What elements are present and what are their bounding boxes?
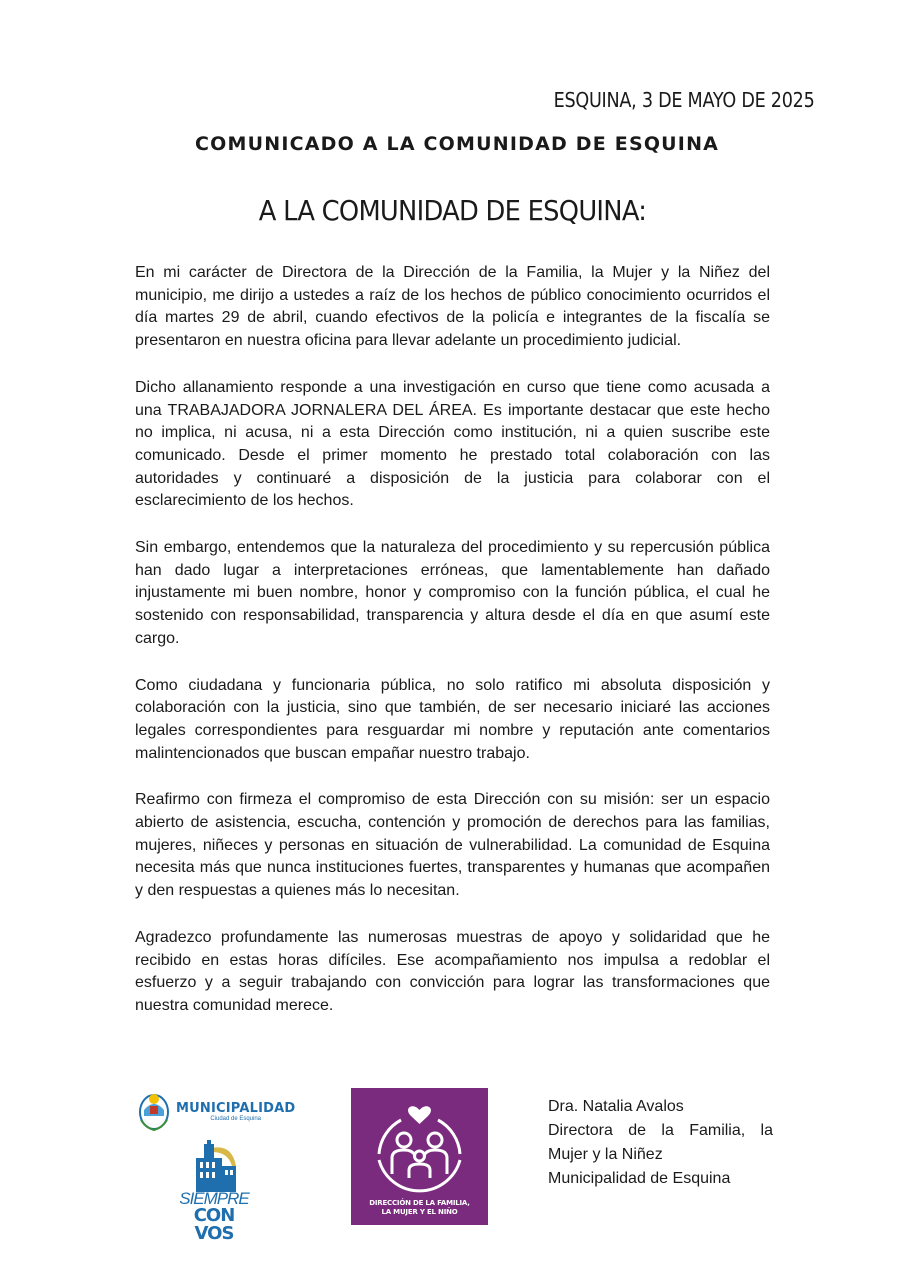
direccion-familia-logo bbox=[351, 1088, 488, 1225]
slogan-line-1: SIEMPRE bbox=[179, 1189, 249, 1208]
signer-role-line-1: Directora de la Familia, la bbox=[548, 1122, 773, 1139]
body-paragraph: Sin embargo, entendemos que la naturaleza del procedimiento y su repercusión pública han dado lugar a interpretaciones erróneas, que lamentablemente han dañado injustamente mi buen nombre, honor y compromiso con la función pública, el cual he sostenido con responsabilidad, transparencia y altura desde el día en que asumí este cargo. bbox=[135, 539, 770, 647]
signature-block bbox=[548, 1095, 773, 1191]
signer-name: Dra. Natalia Avalos bbox=[548, 1098, 684, 1115]
coat-of-arms-icon bbox=[138, 1090, 170, 1132]
municipalidad-name: MUNICIPALIDAD bbox=[176, 1100, 296, 1116]
letter-heading: COMUNICADO A LA COMUNIDAD DE ESQUINA bbox=[195, 133, 720, 155]
body-paragraph: Dicho allanamiento responde a una investigación en curso que tiene como acusada a una TRABAJADORA JORNALERA DEL ÁREA. Es importante destacar que este hecho no implica, ni acusa, ni a esta Dirección como institución, ni a quien suscribe este comunicado. Desde el primer momento he prestado total colaboración con las autoridades y continuaré a disposición de la justicia para colaborar con el esclarecimiento de los hechos. bbox=[135, 378, 770, 510]
letter-salutation: A LA COMUNIDAD DE ESQUINA: bbox=[258, 194, 647, 227]
direccion-label-line-1: DIRECCIÓN DE LA FAMILIA, bbox=[369, 1199, 470, 1207]
building-icon bbox=[174, 1140, 254, 1195]
body-paragraph: Agradezco profundamente las numerosas muestras de apoyo y solidaridad que he recibido en estas horas difíciles. Ese acompañamiento nos impulsa a redoblar el esfuerzo y a seguir trabajando con convicción para lograr las transformaciones que nuestra comunidad merece. bbox=[135, 928, 770, 1014]
municipalidad-subtitle: Ciudad de Esquina bbox=[210, 1115, 262, 1122]
direccion-label-line-2: LA MUJER Y EL NIÑO bbox=[381, 1208, 458, 1216]
slogan-line-2: CON VOS bbox=[193, 1205, 235, 1244]
letter-date: ESQUINA, 3 DE MAYO DE 2025 bbox=[554, 88, 815, 112]
body-paragraph: Reafirmo con firmeza el compromiso de esta Dirección con su misión: ser un espacio abierto de asistencia, escucha, contención y promoción de derechos para las familias, mujeres, niñeces y personas en situación de vulnerabilidad. La comunidad de Esquina necesita más que nunca instituciones fuertes, transparentes y humanas que acompañen y den respuestas a quienes más lo necesitan. bbox=[135, 791, 770, 900]
body-paragraph: Como ciudadana y funcionaria pública, no solo ratifico mi absoluta disposición y colaboración con la justicia, sino que también, de ser necesario iniciaré las acciones legales correspondientes para resguardar mi nombre y reputación ante comentarios malintencionados que buscan empañar nuestro trabajo. bbox=[135, 676, 770, 762]
signer-organization: Municipalidad de Esquina bbox=[548, 1170, 731, 1187]
body-paragraph: En mi carácter de Directora de la Dirección de la Familia, la Mujer y la Niñez del municipio, me dirijo a ustedes a raíz de los hechos de público conocimiento ocurridos el día martes 29 de abril, cuando efectivos de la policía e integrantes de la fiscalía se presentaron en nuestra oficina para llevar adelante un procedimiento judicial. bbox=[135, 264, 770, 350]
letter-body bbox=[135, 262, 770, 1042]
municipalidad-logo bbox=[138, 1090, 298, 1244]
signer-role-line-2: Mujer y la Niñez bbox=[548, 1146, 663, 1163]
siempre-con-vos-logo bbox=[174, 1140, 254, 1244]
